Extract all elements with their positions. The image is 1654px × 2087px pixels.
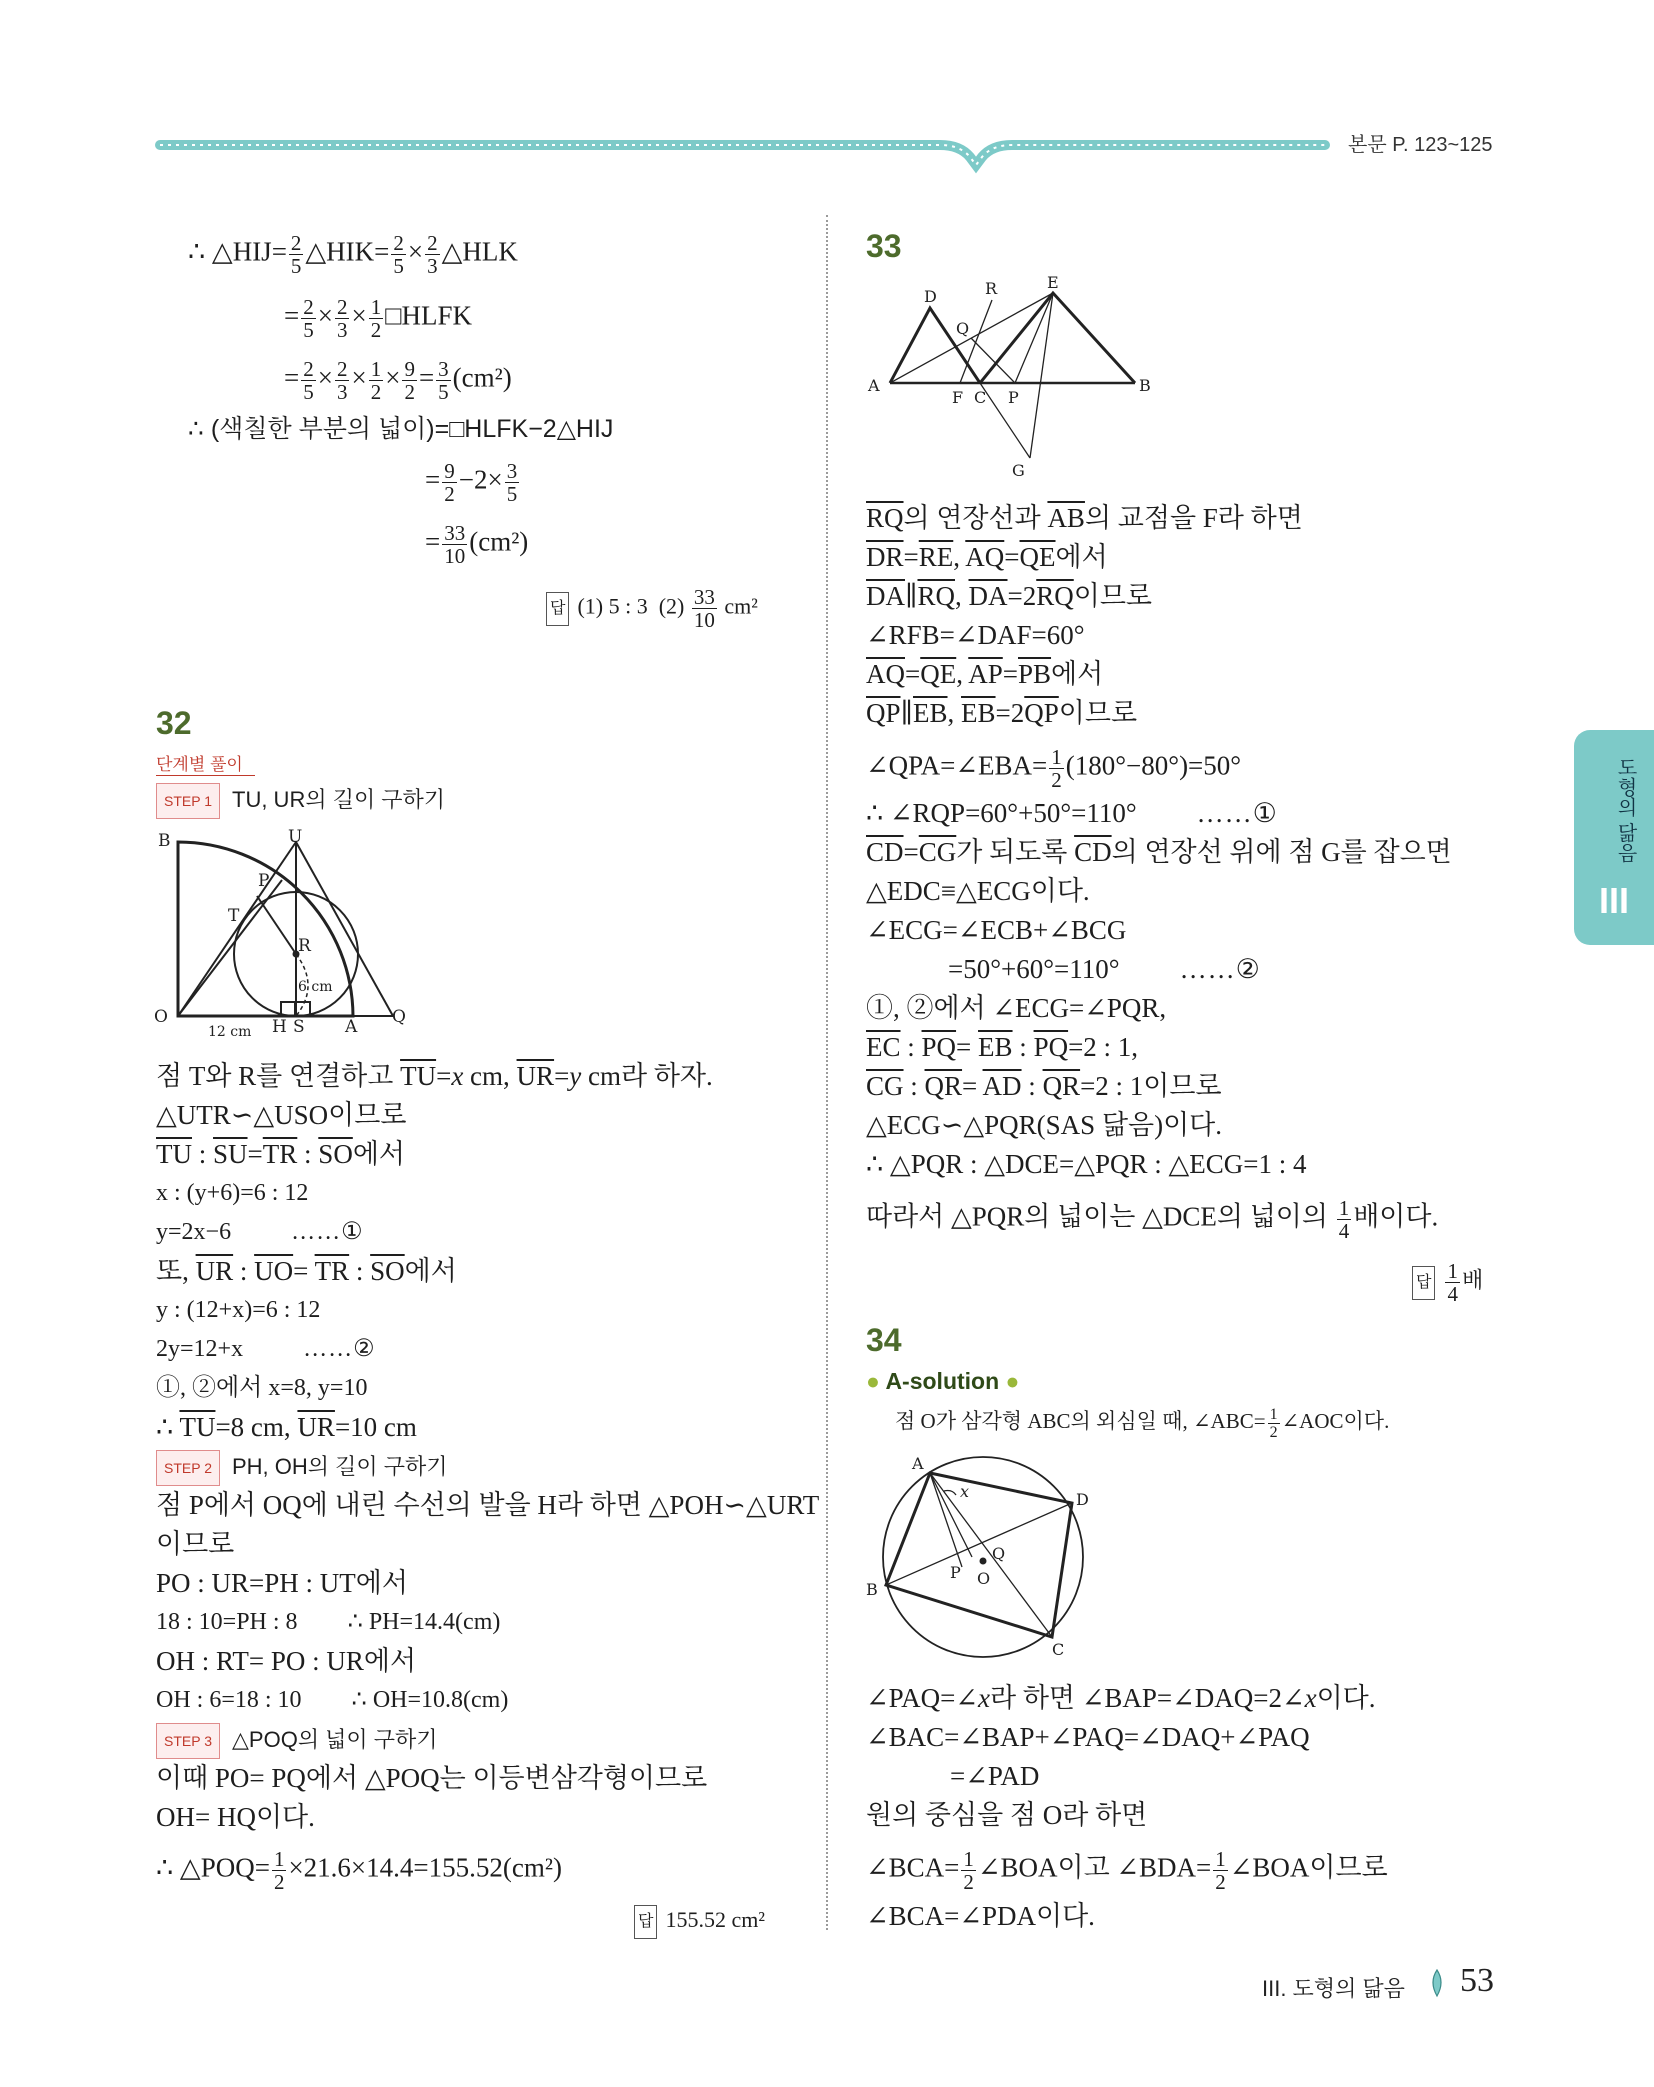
p32-line-3: $\overline{TU}$ : $\overline{SU}=\overline{TR}$ : $\overline{SO}$에서 [156,1139,405,1169]
p33-line-18: 따라서 △PQR의 넓이는 △DCE의 넓이의 $\frac{1}{4}$ 배이다. [866,1196,1439,1243]
fig33-label-Q: Q [956,319,970,338]
a-solution-heading: ● A-solution ● [866,1368,1020,1394]
p32-answer: 답 155.52 cm² [634,1904,765,1939]
figure-34 [860,1455,1100,1665]
p33-line-8: ∴ ∠RQP=60°+50°=110° ……① [866,798,1278,828]
column-divider [826,215,828,1930]
footer-leaf-icon [1428,1968,1446,1998]
step3-heading: STEP 3 △POQ의 넓이 구하기 [156,1723,438,1759]
p33-line-16: △ECG∽△PQR(SAS 닮음)이다. [866,1110,1223,1140]
fig32-label-U: U [288,827,303,847]
cont-line-4: ∴ (색칠한 부분의 넓이)=□HLFK−2△HIJ [188,415,614,443]
p32-line-7: y : (12+x)=6 : 12 [156,1297,321,1323]
p34-line-1: ∠PAQ=∠x라 하면 ∠BAP=∠DAQ=2∠x이다. [866,1683,1376,1713]
p32-step2-line-3: PO : UR=PH : UT에서 [156,1568,408,1598]
fig33-label-A: A [868,376,880,395]
fig32-length-12cm: 12 cm [208,1024,252,1040]
figure-32 [150,826,430,1046]
step-solution-label: 단계별 풀이 [156,750,255,776]
cont-line-2: = $\frac{2}{5}$ × $\frac{2}{3}$ × $\frac{1}{2}$ □HLFK [284,295,473,342]
fig32-label-S: S [293,1017,305,1037]
fig33-label-D: D [924,287,937,306]
problem-34-number: 34 [866,1322,902,1358]
cont-line-6: = $\frac{33}{10}$ (cm²) [425,521,529,568]
fig34-label-O: O [977,1569,991,1588]
fig32-length-6cm: 6 cm [298,979,333,995]
p33-line-2: $\overline{DR}=\overline{RE}$, $\overline{AQ}=\overline{QE}$에서 [866,542,1108,572]
fig34-label-C: C [1052,1640,1065,1659]
fig33-label-B: B [1139,376,1151,395]
p33-line-15: $\overline{CG}$ : $\overline{QR}= \overline{AD}$ : $\overline{QR}=2$ : 1이므로 [866,1071,1222,1101]
p33-line-4: ∠RFB=∠DAF=60° [866,620,1085,650]
p32-step2-line-4: 18 : 10=PH : 8 ∴ PH=14.4(cm) [156,1609,501,1635]
fig33-label-P: P [1008,388,1019,407]
figure-33 [860,268,1170,488]
fig32-label-P: P [258,871,270,891]
p33-line-12: =50°+60°=110° ……② [948,954,1261,984]
p32-line-1: 점 T와 R를 연결하고 $\overline{TU}=x$ cm, $\overline{UR}=y$ cm라 하자. [156,1061,713,1091]
p33-line-13: ①, ②에서 ∠ECG=∠PQR, [866,993,1167,1023]
p32-line-6: 또, $\overline{UR}$ : $\overline{UO}= \overline{TR}$ : $\overline{SO}$에서 [156,1256,457,1286]
a-solution-text: 점 O가 삼각형 ABC의 외심일 때, ∠ABC= $\frac{1}{2}$ ∠AOC이다. [895,1405,1390,1441]
p32-line-9: ①, ②에서 x=8, y=10 [156,1375,368,1401]
p33-line-1: $\overline{RQ}$의 연장선과 $\overline{AB}$의 교점을 F라 하면 [866,503,1303,533]
p34-line-4: 원의 중심을 점 O라 하면 [866,1800,1148,1830]
problem-33-number: 33 [866,228,902,264]
fig33-label-F: F [952,388,964,407]
fig34-label-P: P [950,1563,961,1582]
cont-line-1: ∴ △HIJ= $\frac{2}{5}$ △HIK= $\frac{2}{5}$ × $\frac{2}{3}$ △HLK [188,231,518,278]
p34-line-2: ∠BAC=∠BAP+∠PAQ=∠DAQ+∠PAQ [866,1722,1310,1752]
p33-line-10: △EDC≡△ECG이다. [866,876,1090,906]
fig33-label-E: E [1047,273,1059,292]
p32-step2-line-6: OH : 6=18 : 10 ∴ OH=10.8(cm) [156,1687,509,1713]
fig32-label-R: R [298,936,311,956]
fig34-label-A: A [912,1455,924,1473]
p32-step2-line-5: OH : RT= PO : UR에서 [156,1646,417,1676]
p33-line-6: $\overline{QP}\parallel\overline{EB}$, $\overline{EB}=2\overline{QP}$이므로 [866,698,1138,728]
p33-line-5: $\overline{AQ}=\overline{QE}$, $\overline{AP}=\overline{PB}$에서 [866,659,1104,689]
p32-step3-line-3: ∴ △POQ= $\frac{1}{2}$ ×21.6×14.4=155.52(cm²) [156,1847,562,1894]
p33-answer: 답 $\frac{1}{4}$ 배 [1412,1260,1483,1305]
page-ref: 본문 P. 123~125 [1348,134,1493,156]
fig34-label-D: D [1076,1490,1089,1509]
p32-step3-line-2: OH= HQ이다. [156,1802,315,1832]
p33-line-7: ∠QPA=∠EBA= $\frac{1}{2}$ (180°−80°)=50° [866,745,1242,792]
fig32-label-H: H [272,1017,287,1037]
p32-step3-line-1: 이때 PO= PQ에서 △POQ는 이등변삼각형이므로 [156,1763,708,1793]
p34-line-5: ∠BCA= $\frac{1}{2}$ ∠BOA이고 ∠BDA= $\frac{1}{2}$ ∠BOA이므로 [866,1847,1388,1894]
p32-line-5: y=2x−6 ……① [156,1219,364,1245]
p34-line-6: ∠BCA=∠PDA이다. [866,1901,1095,1931]
fig32-label-B: B [158,831,171,851]
p33-line-9: $\overline{CD}=\overline{CG}$가 되도록 $\overline{CD}$의 연장선 위에 점 G를 잡으면 [866,837,1452,867]
p33-line-11: ∠ECG=∠ECB+∠BCG [866,915,1127,945]
fig34-label-x: x [960,1482,970,1501]
p32-line-8: 2y=12+x ……② [156,1336,376,1362]
fig33-label-C: C [974,388,987,407]
cont-line-3: = $\frac{2}{5}$ × $\frac{2}{3}$ × $\frac{1}{2}$ × $\frac{9}{2}$ = $\frac{3}{5}$ (cm²) [284,357,512,404]
p34-line-3: =∠PAD [950,1761,1040,1791]
fig34-label-Q: Q [992,1544,1006,1563]
footer-chapter: III. 도형의 닮음 [1262,1976,1405,2001]
cont-answer: 답 (1) 5 : 3 (2) $\frac{33}{10}$ cm² [546,586,758,631]
step2-heading: STEP 2 PH, OH의 길이 구하기 [156,1450,448,1486]
problem-32-number: 32 [156,705,192,741]
header-ribbon [150,125,1360,185]
cont-line-5: = $\frac{9}{2}$ −2× $\frac{3}{5}$ [425,459,518,506]
footer-page-number: 53 [1460,1962,1494,1999]
p33-line-17: ∴ △PQR : △DCE=△PQR : △ECG=1 : 4 [866,1149,1307,1179]
side-tab-numeral: III [1598,880,1629,921]
side-tab-label: 도형의 닮음 [1614,757,1636,863]
p32-line-2: △UTR∽△USO이므로 [156,1100,407,1130]
fig33-label-R: R [985,279,998,298]
side-tab [1574,730,1654,945]
p32-step2-line-2: 이므로 [156,1529,235,1559]
step1-heading: STEP 1 TU, UR의 길이 구하기 [156,783,445,819]
p33-line-3: $\overline{DA}\parallel\overline{RQ}$, $\overline{DA}=2\overline{RQ}$이므로 [866,581,1152,611]
p32-line-10: ∴ $\overline{TU}=8$ cm, $\overline{UR}=10$ cm [156,1412,417,1442]
fig32-label-T: T [228,906,240,926]
fig32-label-O: O [154,1007,168,1027]
fig32-label-A: A [345,1017,358,1037]
fig32-label-Q: Q [392,1007,406,1027]
fig34-label-B: B [866,1580,878,1599]
fig33-label-G: G [1012,461,1025,480]
p32-step2-line-1: 점 P에서 OQ에 내린 수선의 발을 H라 하면 △POH∽△URT [156,1490,820,1520]
p32-line-4: x : (y+6)=6 : 12 [156,1180,309,1206]
p33-line-14: $\overline{EC}$ : $\overline{PQ}= \overline{EB}$ : $\overline{PQ}=2$ : 1, [866,1032,1139,1062]
